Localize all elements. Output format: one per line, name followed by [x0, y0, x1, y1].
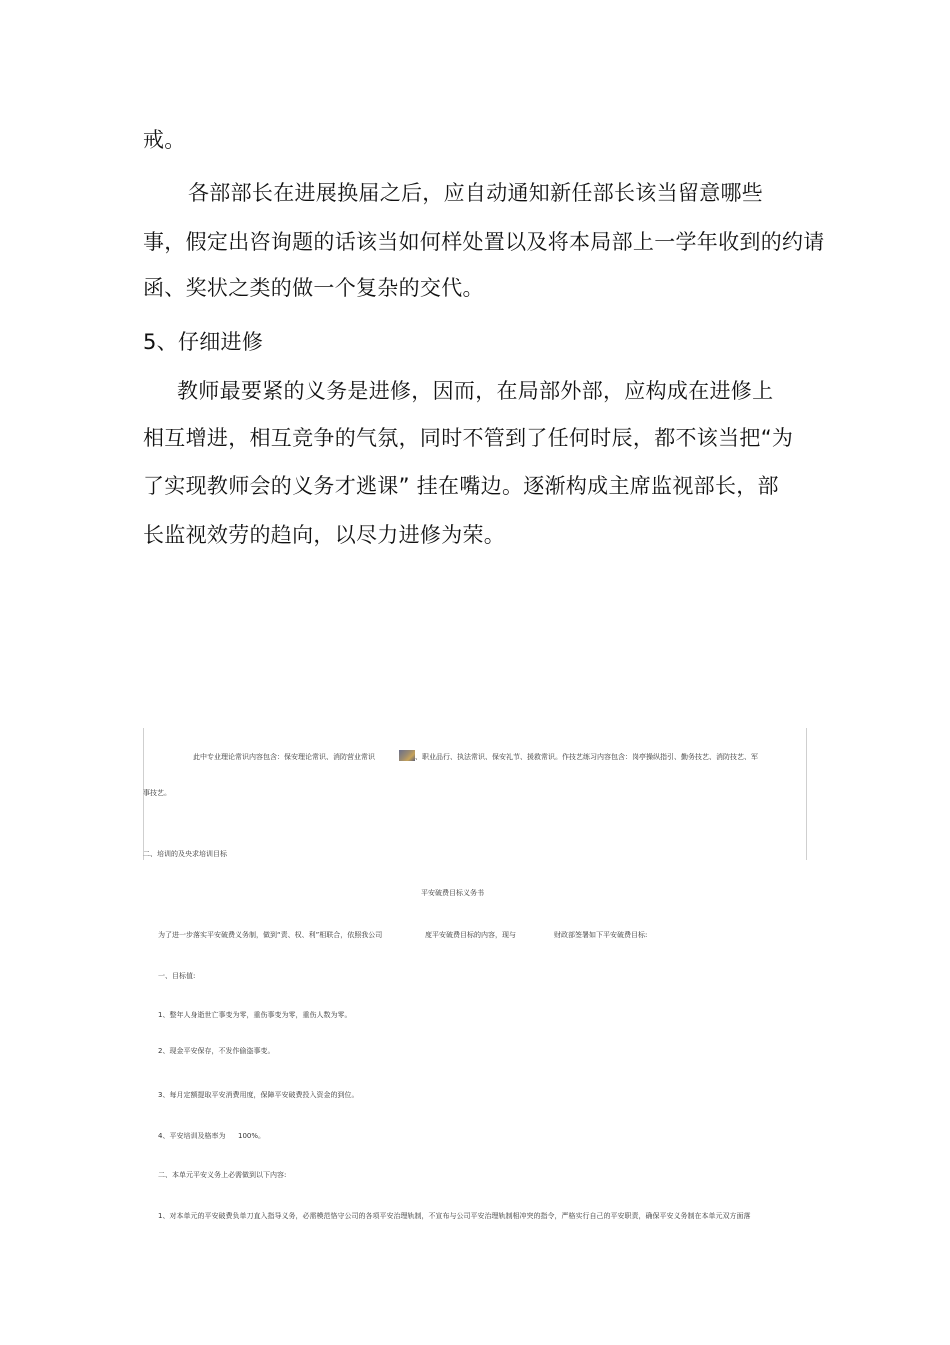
small-section-heading: 二、本单元平安义务上必需做到以下内容:	[158, 1171, 287, 1179]
list-item: 3、每月定额提取平安消费用度，保障平安破费投入资金的到位。	[158, 1091, 359, 1099]
text-line: 事，假定出咨询题的话该当如何样处置以及将本局部上一学年收到的约请	[143, 230, 825, 254]
list-item: 2、现金平安保存，不发作偷盗事变。	[158, 1047, 275, 1055]
text-line: 函、奖状之类的做一个复杂的交代。	[143, 276, 484, 300]
small-text-line: 、职业品行、执法常识、保安礼节、援救常识。作技艺练习内容包含：岗亭操纵指引、勤务技艺、消防技艺、军	[415, 753, 758, 761]
small-section-heading: 二、培训的及央求培训目标	[143, 850, 227, 858]
small-text-line: 度平安破费目标的内容，现与	[425, 931, 516, 939]
frame-right-border	[806, 728, 807, 860]
text-line: 各部部长在进展换届之后，应自动通知新任部长该当留意哪些	[188, 181, 764, 205]
text-line: 戒。	[143, 128, 186, 152]
small-text-line: 事技艺。	[143, 789, 171, 797]
text-line: 教师最要紧的义务是进修，因而，在局部外部，应构成在进修上	[177, 379, 774, 403]
small-section-heading: 一、目标值:	[158, 972, 196, 980]
text-line: 相互增进，相互竞争的气氛，同时不管到了任何时辰，都不该当把“为	[143, 426, 794, 450]
list-item: 1、整年人身逝世亡事变为零，重伤事变为零，重伤人数为零。	[158, 1011, 352, 1019]
list-item-label: 4、平安培训及格率为	[158, 1132, 226, 1140]
text-line: 了实现教师会的义务才逃课” 挂在嘴边。逐渐构成主席监视部长，部	[143, 474, 779, 498]
list-item-value: 100%。	[238, 1132, 266, 1140]
section-heading: 5、仔细进修	[143, 330, 264, 354]
small-text-line: 为了进一步落实平安破费义务制，做到“责、权、利”相联合，依照我公司	[158, 931, 383, 939]
text-line: 长监视效劳的趋向，以尽力进修为荣。	[143, 523, 506, 547]
thumbnail-image	[399, 750, 415, 761]
small-text-line: 此中专业理论常识内容包含：保安理论常识、消防营业常识	[193, 753, 375, 761]
document-title: 平安破费目标义务书	[421, 889, 484, 897]
list-item: 1、对本单元的平安破费负单刀直入指导义务，必需模范恪守公司的各项平安治理轨制，不宣布与公司平安治理轨制相冲突的指令，严格实行自己的平安职责，确保平安义务制在本单元双方面落	[158, 1212, 751, 1220]
small-text-line: 财政部签署如下平安破费目标:	[554, 931, 648, 939]
